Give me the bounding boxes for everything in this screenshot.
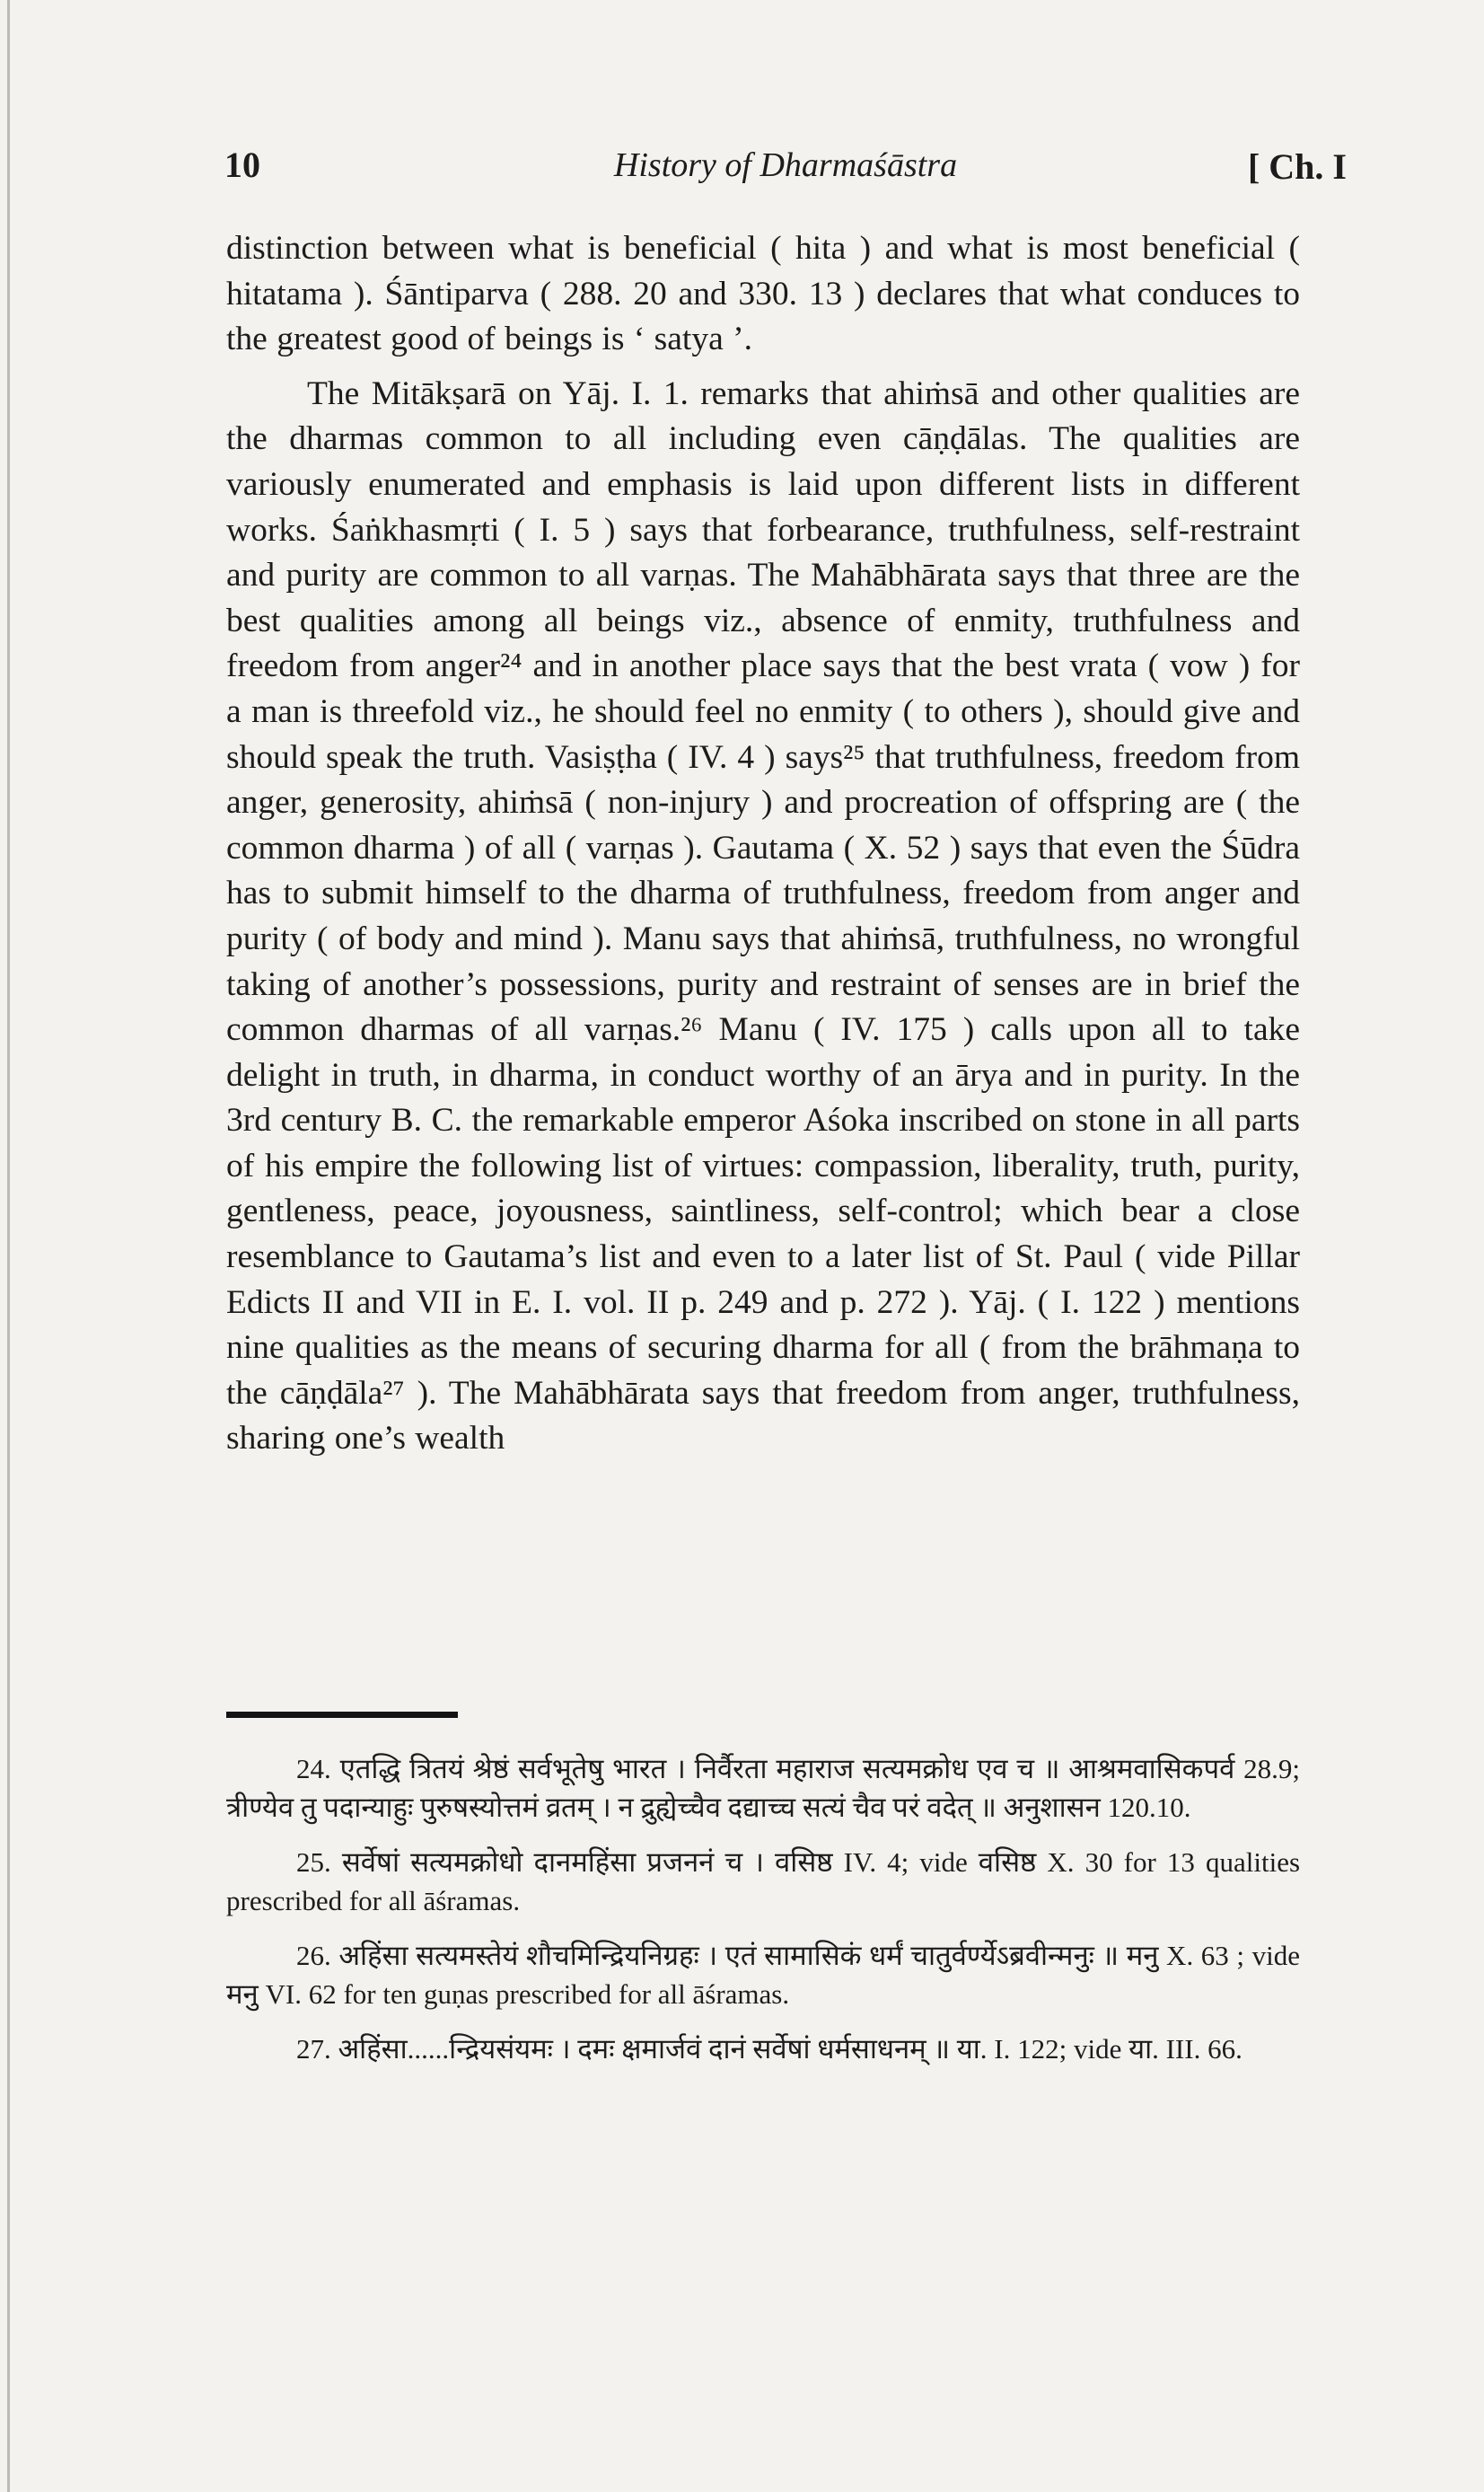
- footnote-number: 25.: [296, 1846, 331, 1878]
- running-header: [224, 144, 1347, 198]
- footnote-separator: [226, 1712, 458, 1718]
- footnote-27: [226, 2030, 1300, 2068]
- footnote-26: [226, 1936, 1300, 2013]
- paragraph-mitaksara: The Mitākṣarā on Yāj. I. 1. remarks that ahiṁsā and other qualities are the dharmas common to all including even cāṇḍālas. The qualities are variously enumerated and emphasis is laid upon different lists in different works. Śaṅkhasmṛti ( I. 5 ) says that forbearance, truthfulness, self-restraint and purity are common to all varṇas. The Mahābhārata says that three are the best qualities among all beings viz., absence of enmity, truthfulness and freedom from anger²⁴ and in another place says that the best vrata ( vow ) for a man is threefold viz., he should feel no enmity ( to others ), should give and should speak the truth. Vasiṣṭha ( IV. 4 ) says²⁵ that truthfulness, freedom from anger, generosity, ahiṁsā ( non-injury ) and procreation of offspring are ( the common dharma ) of all ( varṇas ). Gautama ( X. 52 ) says that even the Śūdra has to submit himself to the dharma of truthfulness, freedom from anger and purity ( of body and mind ). Manu says that ahiṁsā, truthfulness, no wrongful taking of another’s possessions, purity and restraint of senses are in brief the common dharmas of all varṇas.²⁶ Manu ( IV. 175 ) calls upon all to take delight in truth, in dharma, in conduct worthy of an ārya and in purity. In the 3rd century B. C. the remarkable emperor Aśoka inscribed on stone in all parts of his empire the following list of virtues: compassion, liberality, truth, purity, gentleness, peace, joyousness, saintliness, self-control; which bear a close resemblance to Gautama’s list and even to a later list of St. Paul ( vide Pillar Edicts II and VII in E. I. vol. II p. 249 and p. 272 ). Yāj. ( I. 122 ) mentions nine qualities as the means of securing dharma for all ( from the brāhmaṇa to the cāṇḍāla²⁷ ). The Mahābhārata says that freedom from anger, truthfulness, sharing one’s wealth: [226, 374, 1300, 1457]
- running-title: History of Dharmaśāstra: [613, 146, 958, 184]
- paragraph-continued: distinction between what is beneficial ( hita ) and what is most beneficial ( hitatama ). Śāntiparva ( 288. 20 and 330. 13 ) declares that what conduces to the greatest good of beings is ‘ satya ’.: [226, 230, 1300, 358]
- page-edge-line: [7, 0, 10, 2492]
- footnote-text: अहिंसा सत्यमस्तेयं शौचमिन्द्रियनिग्रहः । एतं सामासिकं धर्मं चातुर्वर्ण्येऽब्रवीन्मनुः ॥ मनु X. 63 ; vide मनु VI. 62 for ten guṇas prescribed for all āśramas.: [226, 1940, 1300, 2010]
- footnote-24: [226, 1749, 1300, 1827]
- footnote-number: 27.: [296, 2033, 331, 2065]
- footnote-number: 26.: [296, 1940, 331, 1971]
- footnote-text: सर्वेषां सत्यमक्रोधो दानमहिंसा प्रजननं च । वसिष्ठ IV. 4; vide वसिष्ठ X. 30 for 13 qualities prescribed for all āśramas.: [226, 1846, 1301, 1916]
- page-number: 10: [224, 145, 260, 185]
- footnote-25: [226, 1843, 1300, 1920]
- main-text: [226, 226, 1300, 1462]
- footnotes: [226, 1749, 1300, 2084]
- footnote-text: एतद्धि त्रितयं श्रेष्ठं सर्वभूतेषु भारत । निर्वैरता महाराज सत्यमक्रोध एव च ॥ आश्रमवासिकपर्व 28.9; त्रीण्येव तु पदान्याहुः पुरुषस्योत्तमं व्रतम् । न द्रुह्येच्चैव दद्याच्च सत्यं चैव परं वदेत् ॥ अनुशासन 120.10.: [226, 1753, 1301, 1823]
- footnote-text: अहिंसा......न्द्रियसंयमः । दमः क्षमार्जवं दानं सर्वेषां धर्मसाधनम् ॥ या. I. 122; vide या. III. 66.: [338, 2033, 1243, 2065]
- footnote-number: 24.: [296, 1753, 331, 1784]
- chapter-label: [ Ch. I: [1247, 146, 1347, 187]
